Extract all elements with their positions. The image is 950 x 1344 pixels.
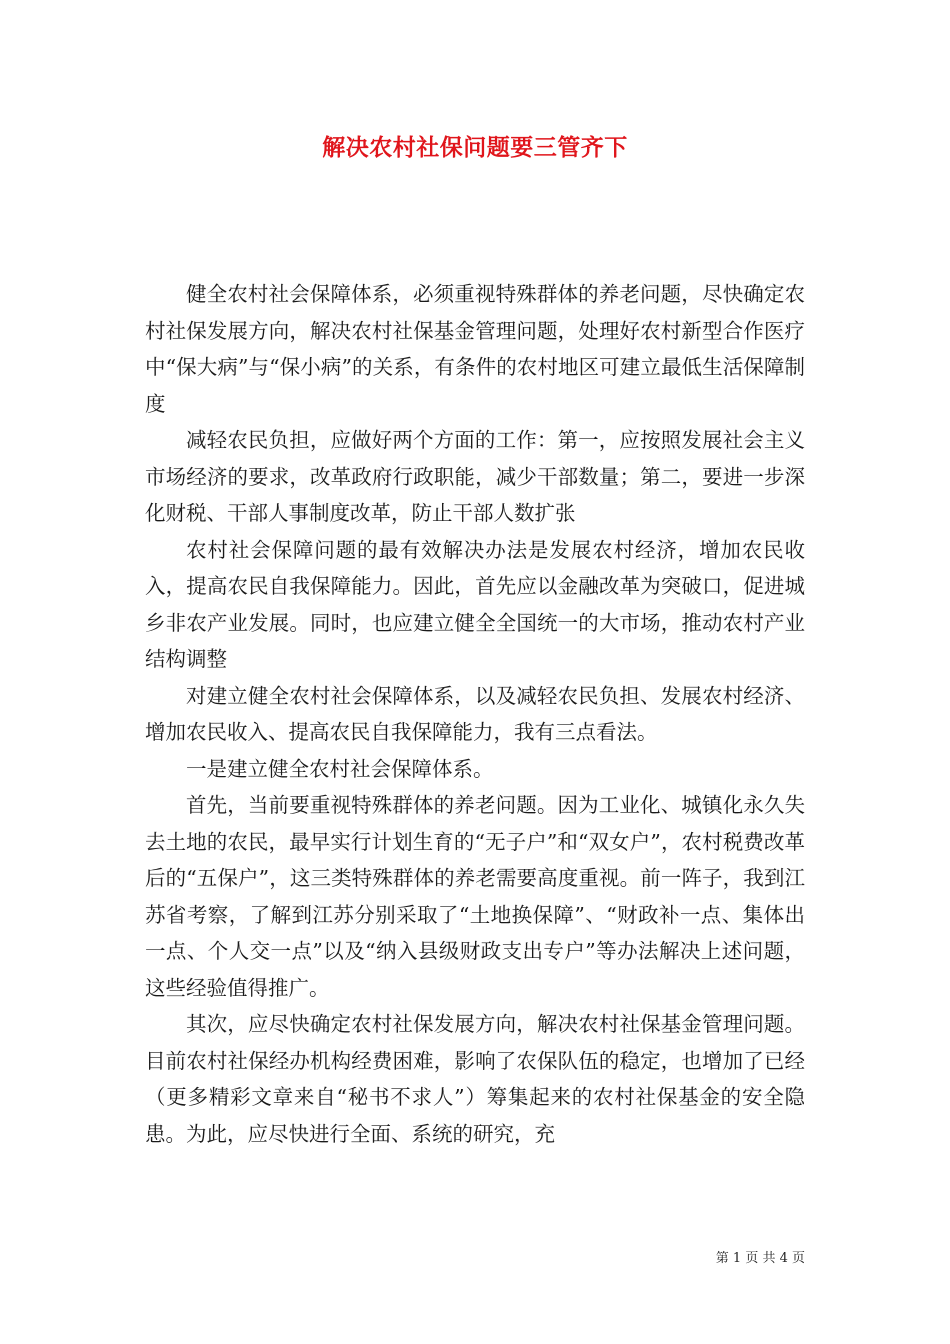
paragraph-2: 减轻农民负担，应做好两个方面的工作：第一，应按照发展社会主义市场经济的要求，改革政府行政职能，减少干部数量；第二，要进一步深化财税、干部人事制度改革，防止干部人数扩张	[145, 428, 805, 525]
page-number-footer: 第 1 页 共 4 页	[715, 1251, 805, 1266]
paragraph-5: 一是建立健全农村社会保障体系。	[186, 756, 494, 781]
document-body	[145, 276, 805, 1152]
paragraph-4: 对建立健全农村社会保障体系，以及减轻农民负担、发展农村经济、增加农民收入、提高农民自我保障能力，我有三点看法。	[145, 683, 805, 744]
paragraph-3: 农村社会保障问题的最有效解决办法是发展农村经济，增加农民收入，提高农民自我保障能力。因此，首先应以金融改革为突破口，促进城乡非农产业发展。同时，也应建立健全全国统一的大市场，推动农村产业结构调整	[145, 537, 805, 671]
paragraph-7: 其次，应尽快确定农村社保发展方向，解决农村社保基金管理问题。目前农村社保经办机构经费困难，影响了农保队伍的稳定，也增加了已经（更多精彩文章来自“秘书不求人”）筹集起来的农村社保基金的安全隐患。为此，应尽快进行全面、系统的研究，充	[145, 1012, 805, 1146]
paragraph-6: 首先，当前要重视特殊群体的养老问题。因为工业化、城镇化永久失去土地的农民，最早实行计划生育的“无子户”和“双女户”，农村税费改革后的“五保户”，这三类特殊群体的养老需要高度重视。前一阵子，我到江苏省考察，了解到江苏分别采取了“土地换保障”、“财政补一点、集体出一点、个人交一点”以及“纳入县级财政支出专户”等办法解决上述问题，这些经验值得推广。	[145, 793, 805, 1000]
paragraph-1: 健全农村社会保障体系，必须重视特殊群体的养老问题，尽快确定农村社保发展方向，解决农村社保基金管理问题，处理好农村新型合作医疗中“保大病”与“保小病”的关系，有条件的农村地区可建立最低生活保障制度	[145, 282, 805, 416]
document-title: 解决农村社保问题要三管齐下	[322, 134, 628, 161]
